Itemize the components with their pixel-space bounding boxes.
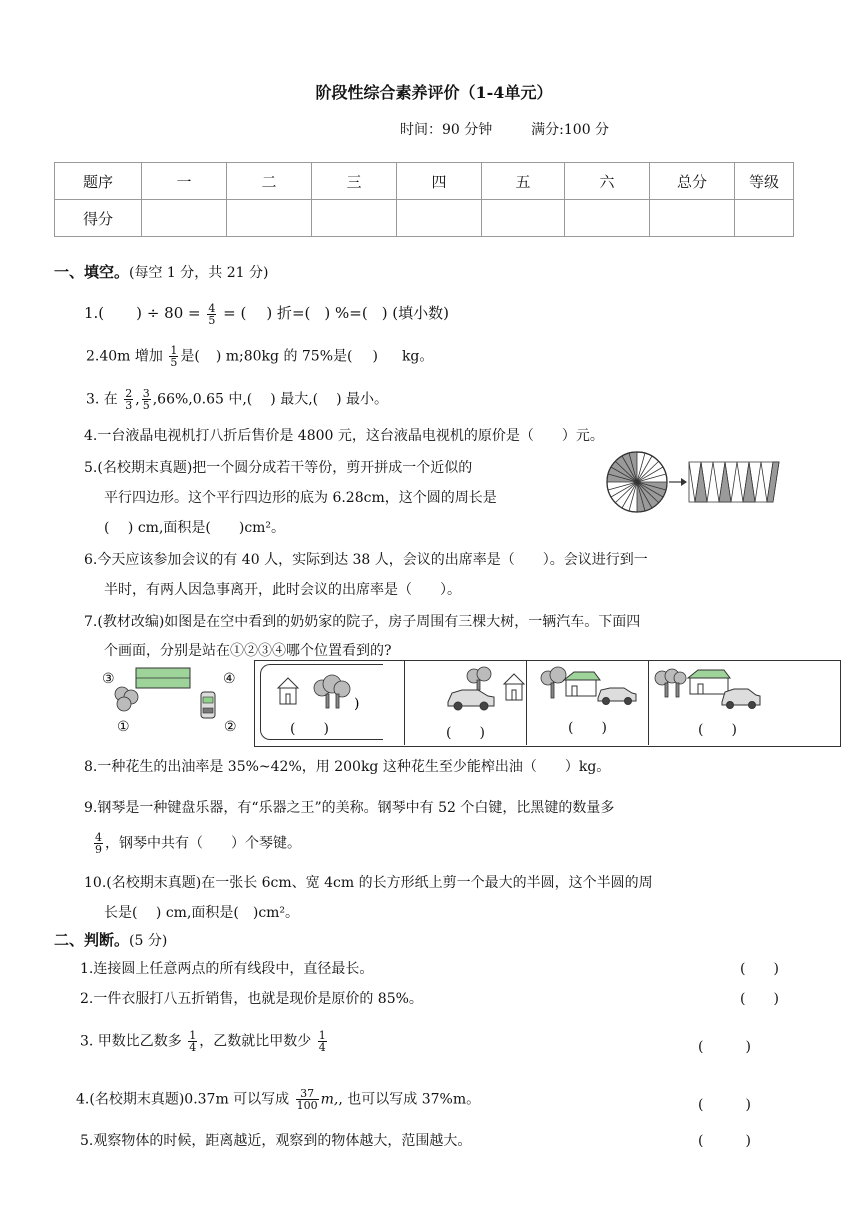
question-7-line-2: 个画面，分别是站在①②③④哪个位置看到的? (104, 643, 392, 659)
score-input-cell[interactable] (227, 200, 312, 237)
question-9-line-2 (92, 832, 301, 855)
question-10-line-2: 长是( ) cm,面积是( )cm²。 (104, 905, 300, 921)
j4-text: m, (320, 1091, 339, 1108)
parallelogram-icon (689, 462, 779, 502)
j3-text: ，乙数就比甲数少 (199, 1033, 312, 1050)
score-cell: 总分 (650, 163, 735, 200)
fraction: $\frac{1}{5}$ (170, 344, 178, 369)
q1-text: ) 折=( (266, 304, 311, 322)
house-roof-icon (136, 668, 190, 688)
score-cell: 五 (482, 163, 565, 200)
view-divider (648, 660, 649, 745)
fraction: $\frac{3}{5}$ (142, 387, 150, 412)
q1-text: ÷ 80 = (146, 304, 201, 322)
q3-text: ,66%,0.65 中,( (152, 391, 253, 408)
question-4: 4.一台液晶电视机打八折后售价是 4800 元，这台液晶电视机的原价是（ ）元。 (84, 428, 604, 444)
judge-4 (76, 1088, 480, 1111)
q3-text: ) 最小。 (336, 391, 389, 408)
judge-1: 1.连接圆上任意两点的所有线段中，直径最长。 (80, 961, 374, 977)
q2-text: 2.40m 增加 (86, 348, 163, 365)
score-cell: 一 (142, 163, 227, 200)
section-2-note: (5 分) (129, 933, 168, 949)
yard-top-view-figure (104, 664, 232, 726)
judge-5: 5.观察物体的时候，距离越近，观察到的物体越大，范围越大。 (80, 1133, 472, 1149)
section-2-heading (54, 929, 167, 950)
q1-text: = ( (223, 304, 247, 322)
question-6-line-2: 半时，有两人因急事离开，此时会议的出席率是（ ）。 (104, 582, 461, 598)
score-input-cell[interactable] (397, 200, 482, 237)
question-5-line-3: ( ) cm,面积是( )cm²。 (104, 520, 286, 536)
arrow-right-icon (669, 478, 687, 486)
view-4-picture (652, 666, 764, 710)
q2-text: ) (372, 348, 378, 365)
judge-2: 2.一件衣服打八五折销售，也就是现价是原价的 85%。 (80, 991, 423, 1007)
circle-to-parallelogram-figure (605, 450, 780, 515)
question-9-line-1: 9.钢琴是一种键盘乐器，有“乐器之王”的美称。钢琴中有 52 个白键，比黑键的数量多 (84, 800, 615, 816)
tree-icon (541, 667, 566, 698)
view-divider (404, 660, 405, 745)
q1-text: ) (136, 304, 143, 322)
car-icon (448, 690, 494, 710)
question-2 (86, 345, 433, 368)
q3-text: 3. 在 (86, 391, 118, 408)
question-5-line-1: 5.(名校期末真题)把一个圆分成若干等份，剪开拼成一个近似的 (84, 460, 473, 476)
svg-text:): ) (354, 696, 360, 712)
question-1 (84, 302, 449, 326)
exam-info (400, 119, 609, 139)
position-mark-2: ② (224, 719, 237, 735)
view-4-answer[interactable]: ( ) (698, 722, 737, 738)
score-table (54, 162, 794, 237)
q2-text: kg。 (401, 348, 434, 365)
judge-2-answer[interactable]: ( ) (740, 991, 779, 1007)
score-table-score-row (55, 200, 794, 237)
view-1-answer[interactable]: ( ) (290, 721, 329, 737)
section-1-note: (每空 1 分，共 21 分) (129, 265, 269, 281)
j3-text: 3. 甲数比乙数多 (80, 1033, 182, 1050)
score-cell: 六 (565, 163, 650, 200)
question-7-line-1: 7.(教材改编)如图是在空中看到的奶奶家的院子，房子周围有三棵大树，一辆汽车。下面四 (84, 614, 641, 630)
q3-text: , (135, 391, 140, 408)
score-cell: 等级 (735, 163, 794, 200)
section-2-title: 二、判断。 (54, 931, 130, 949)
fraction: $\frac{4}{5}$ (208, 301, 216, 327)
section-1-title: 一、填空。 (54, 263, 130, 281)
q1-text: ) %=( (324, 304, 368, 322)
position-mark-1: ① (117, 719, 130, 735)
judge-3-answer[interactable]: ( ) (698, 1039, 751, 1055)
score-input-cell[interactable] (482, 200, 565, 237)
score-input-cell[interactable] (565, 200, 650, 237)
score-cell: 二 (227, 163, 312, 200)
position-mark-4: ④ (223, 671, 236, 687)
tree-icon (467, 667, 491, 690)
judge-4-answer[interactable]: ( ) (698, 1097, 751, 1113)
house-icon (504, 674, 524, 700)
score-input-cell[interactable] (312, 200, 397, 237)
section-1-heading (54, 261, 268, 282)
view-1-picture (270, 666, 370, 716)
tree-icon (655, 669, 686, 697)
time-limit: 时间：90 分钟 (400, 122, 493, 138)
question-10-line-1: 10.(名校期末真题)在一张长 6cm、宽 4cm 的长方形纸上剪一个最大的半圆，这个半圆的周 (84, 875, 653, 891)
score-input-cell[interactable] (650, 200, 735, 237)
q1-text: 1.( (84, 304, 105, 322)
fraction: $\frac{4}{9}$ (95, 831, 102, 856)
q3-text: ) 最大,( (270, 391, 319, 408)
car-icon (598, 688, 636, 705)
view-3-picture (538, 666, 642, 706)
view-3-answer[interactable]: ( ) (568, 720, 607, 736)
fraction: $\frac{1}{4}$ (189, 1029, 197, 1054)
house-icon (278, 678, 298, 704)
trees-top-icon (115, 687, 138, 711)
score-input-cell[interactable] (142, 200, 227, 237)
fraction: $\frac{1}{4}$ (318, 1029, 326, 1054)
score-cell: 题序 (55, 163, 142, 200)
score-cell: 三 (312, 163, 397, 200)
question-8: 8.一种花生的出油率是 35%~42%，用 200kg 这种花生至少能榨出油（ ）kg。 (84, 759, 611, 775)
full-score: 满分:100 分 (531, 122, 610, 138)
question-3 (86, 388, 388, 411)
question-5-line-2: 平行四边形。这个平行四边形的底为 6.28cm，这个圆的周长是 (104, 490, 497, 506)
j4-text: 4.(名校期末真题)0.37m 可以写成 (76, 1091, 290, 1108)
j4-text: , 也可以写成 37%m。 (338, 1091, 481, 1108)
divided-circle-icon (607, 452, 667, 512)
q1-text: ) (填小数) (381, 304, 450, 322)
judge-1-answer[interactable]: ( ) (740, 961, 779, 977)
question-6-line-1: 6.今天应该参加会议的有 40 人，实际到达 38 人，会议的出席率是（ ）。会议进行到一 (84, 552, 648, 568)
house-icon (688, 670, 730, 694)
page-title: 阶段性综合素养评价（1-4单元） (315, 83, 553, 102)
q9-text: ，钢琴中共有（ ）个琴键。 (105, 835, 301, 852)
view-2-answer[interactable]: ( ) (446, 725, 485, 741)
score-cell: 四 (397, 163, 482, 200)
fraction: $\frac{2}{3}$ (125, 387, 133, 412)
score-table-header-row (55, 163, 794, 200)
position-mark-3: ③ (102, 671, 115, 687)
score-input-cell[interactable] (735, 200, 794, 237)
car-icon (722, 689, 760, 709)
judge-3 (80, 1030, 329, 1053)
house-icon (564, 672, 600, 696)
fraction: $\frac{37}{100}$ (296, 1087, 318, 1112)
car-top-icon (201, 692, 215, 718)
view-2-picture (444, 666, 534, 716)
score-cell: 得分 (55, 200, 142, 237)
q2-text: 是( (180, 348, 200, 365)
tree-icon (314, 675, 350, 708)
judge-5-answer[interactable]: ( ) (698, 1133, 751, 1149)
q2-text: ) m;80kg 的 75%是( (215, 348, 353, 365)
